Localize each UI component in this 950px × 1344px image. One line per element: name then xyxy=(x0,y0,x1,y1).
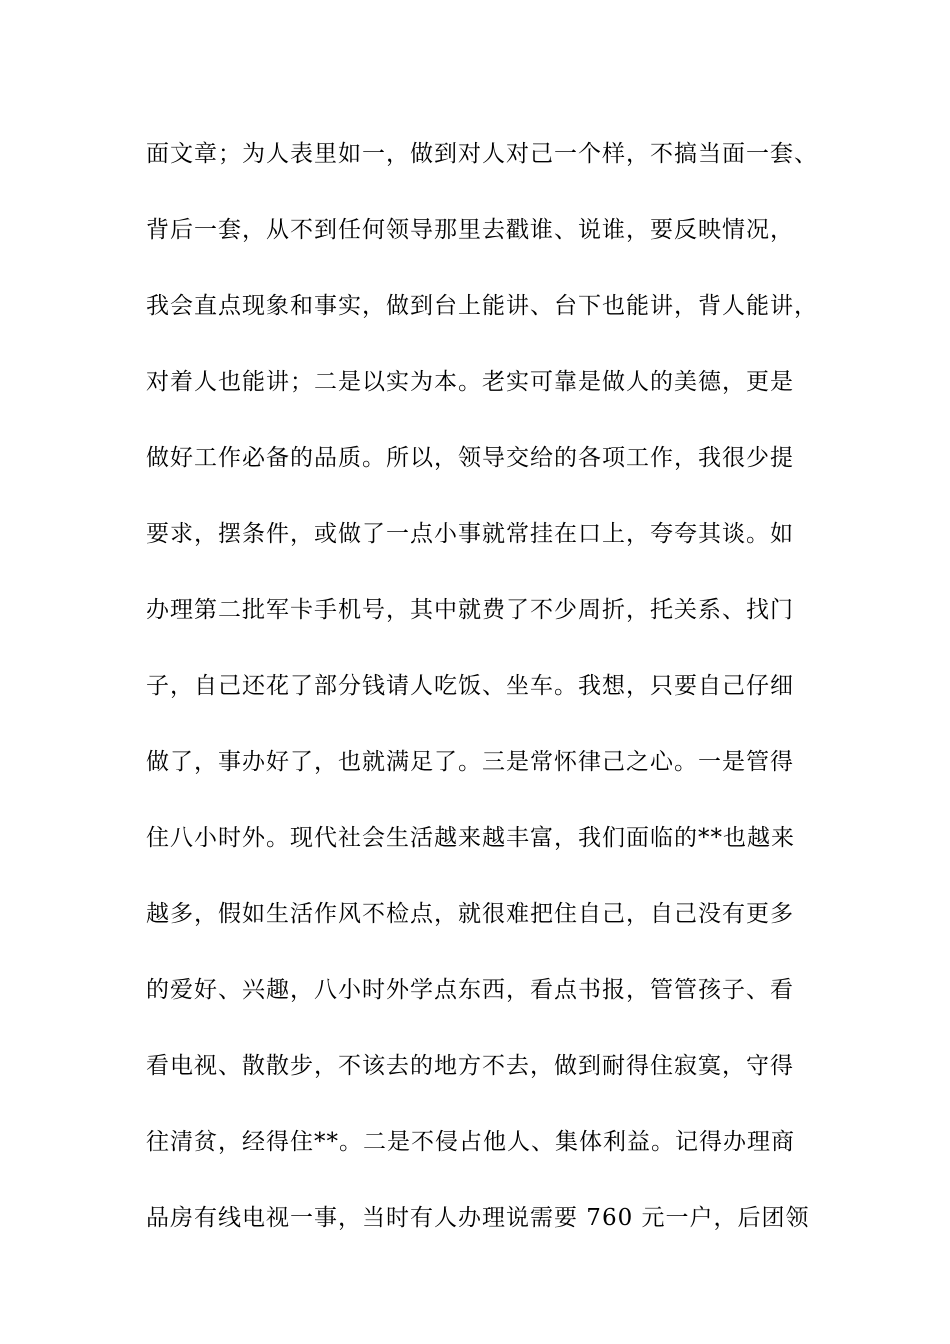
text-line-2: 背后一套，从不到任何领导那里去戳谁、说谁，要反映情况， xyxy=(146,217,794,243)
text-line-4: 对着人也能讲；二是以实为本。老实可靠是做人的美德，更是 xyxy=(146,369,794,395)
text-line-7: 办理第二批军卡手机号，其中就费了不少周折，托关系、找门 xyxy=(146,597,794,623)
text-line-12: 的爱好、兴趣，八小时外学点东西，看点书报，管管孩子、看 xyxy=(146,977,794,1003)
text-line-14: 往清贫，经得住**。二是不侵占他人、集体利益。记得办理商 xyxy=(146,1129,795,1155)
text-line-9: 做了，事办好了，也就满足了。三是常怀律己之心。一是管得 xyxy=(146,749,794,775)
text-line-3: 我会直点现象和事实，做到台上能讲、台下也能讲，背人能讲， xyxy=(146,293,818,319)
text-line-8: 子，自己还花了部分钱请人吃饭、坐车。我想，只要自己仔细 xyxy=(146,673,794,699)
text-line-10: 住八小时外。现代社会生活越来越丰富，我们面临的**也越来 xyxy=(146,825,795,851)
text-line-15: 品房有线电视一事，当时有人办理说需要 760 元一户，后团领 xyxy=(146,1205,810,1231)
text-line-5: 做好工作必备的品质。所以，领导交给的各项工作，我很少提 xyxy=(146,445,794,471)
body-text xyxy=(146,131,846,1271)
text-line-6: 要求，摆条件，或做了一点小事就常挂在口上，夸夸其谈。如 xyxy=(146,521,794,547)
text-line-11: 越多，假如生活作风不检点，就很难把住自己，自己没有更多 xyxy=(146,901,794,927)
text-line-1: 面文章；为人表里如一，做到对人对己一个样，不搞当面一套、 xyxy=(146,141,818,167)
text-line-13: 看电视、散散步，不该去的地方不去，做到耐得住寂寞，守得 xyxy=(146,1053,794,1079)
